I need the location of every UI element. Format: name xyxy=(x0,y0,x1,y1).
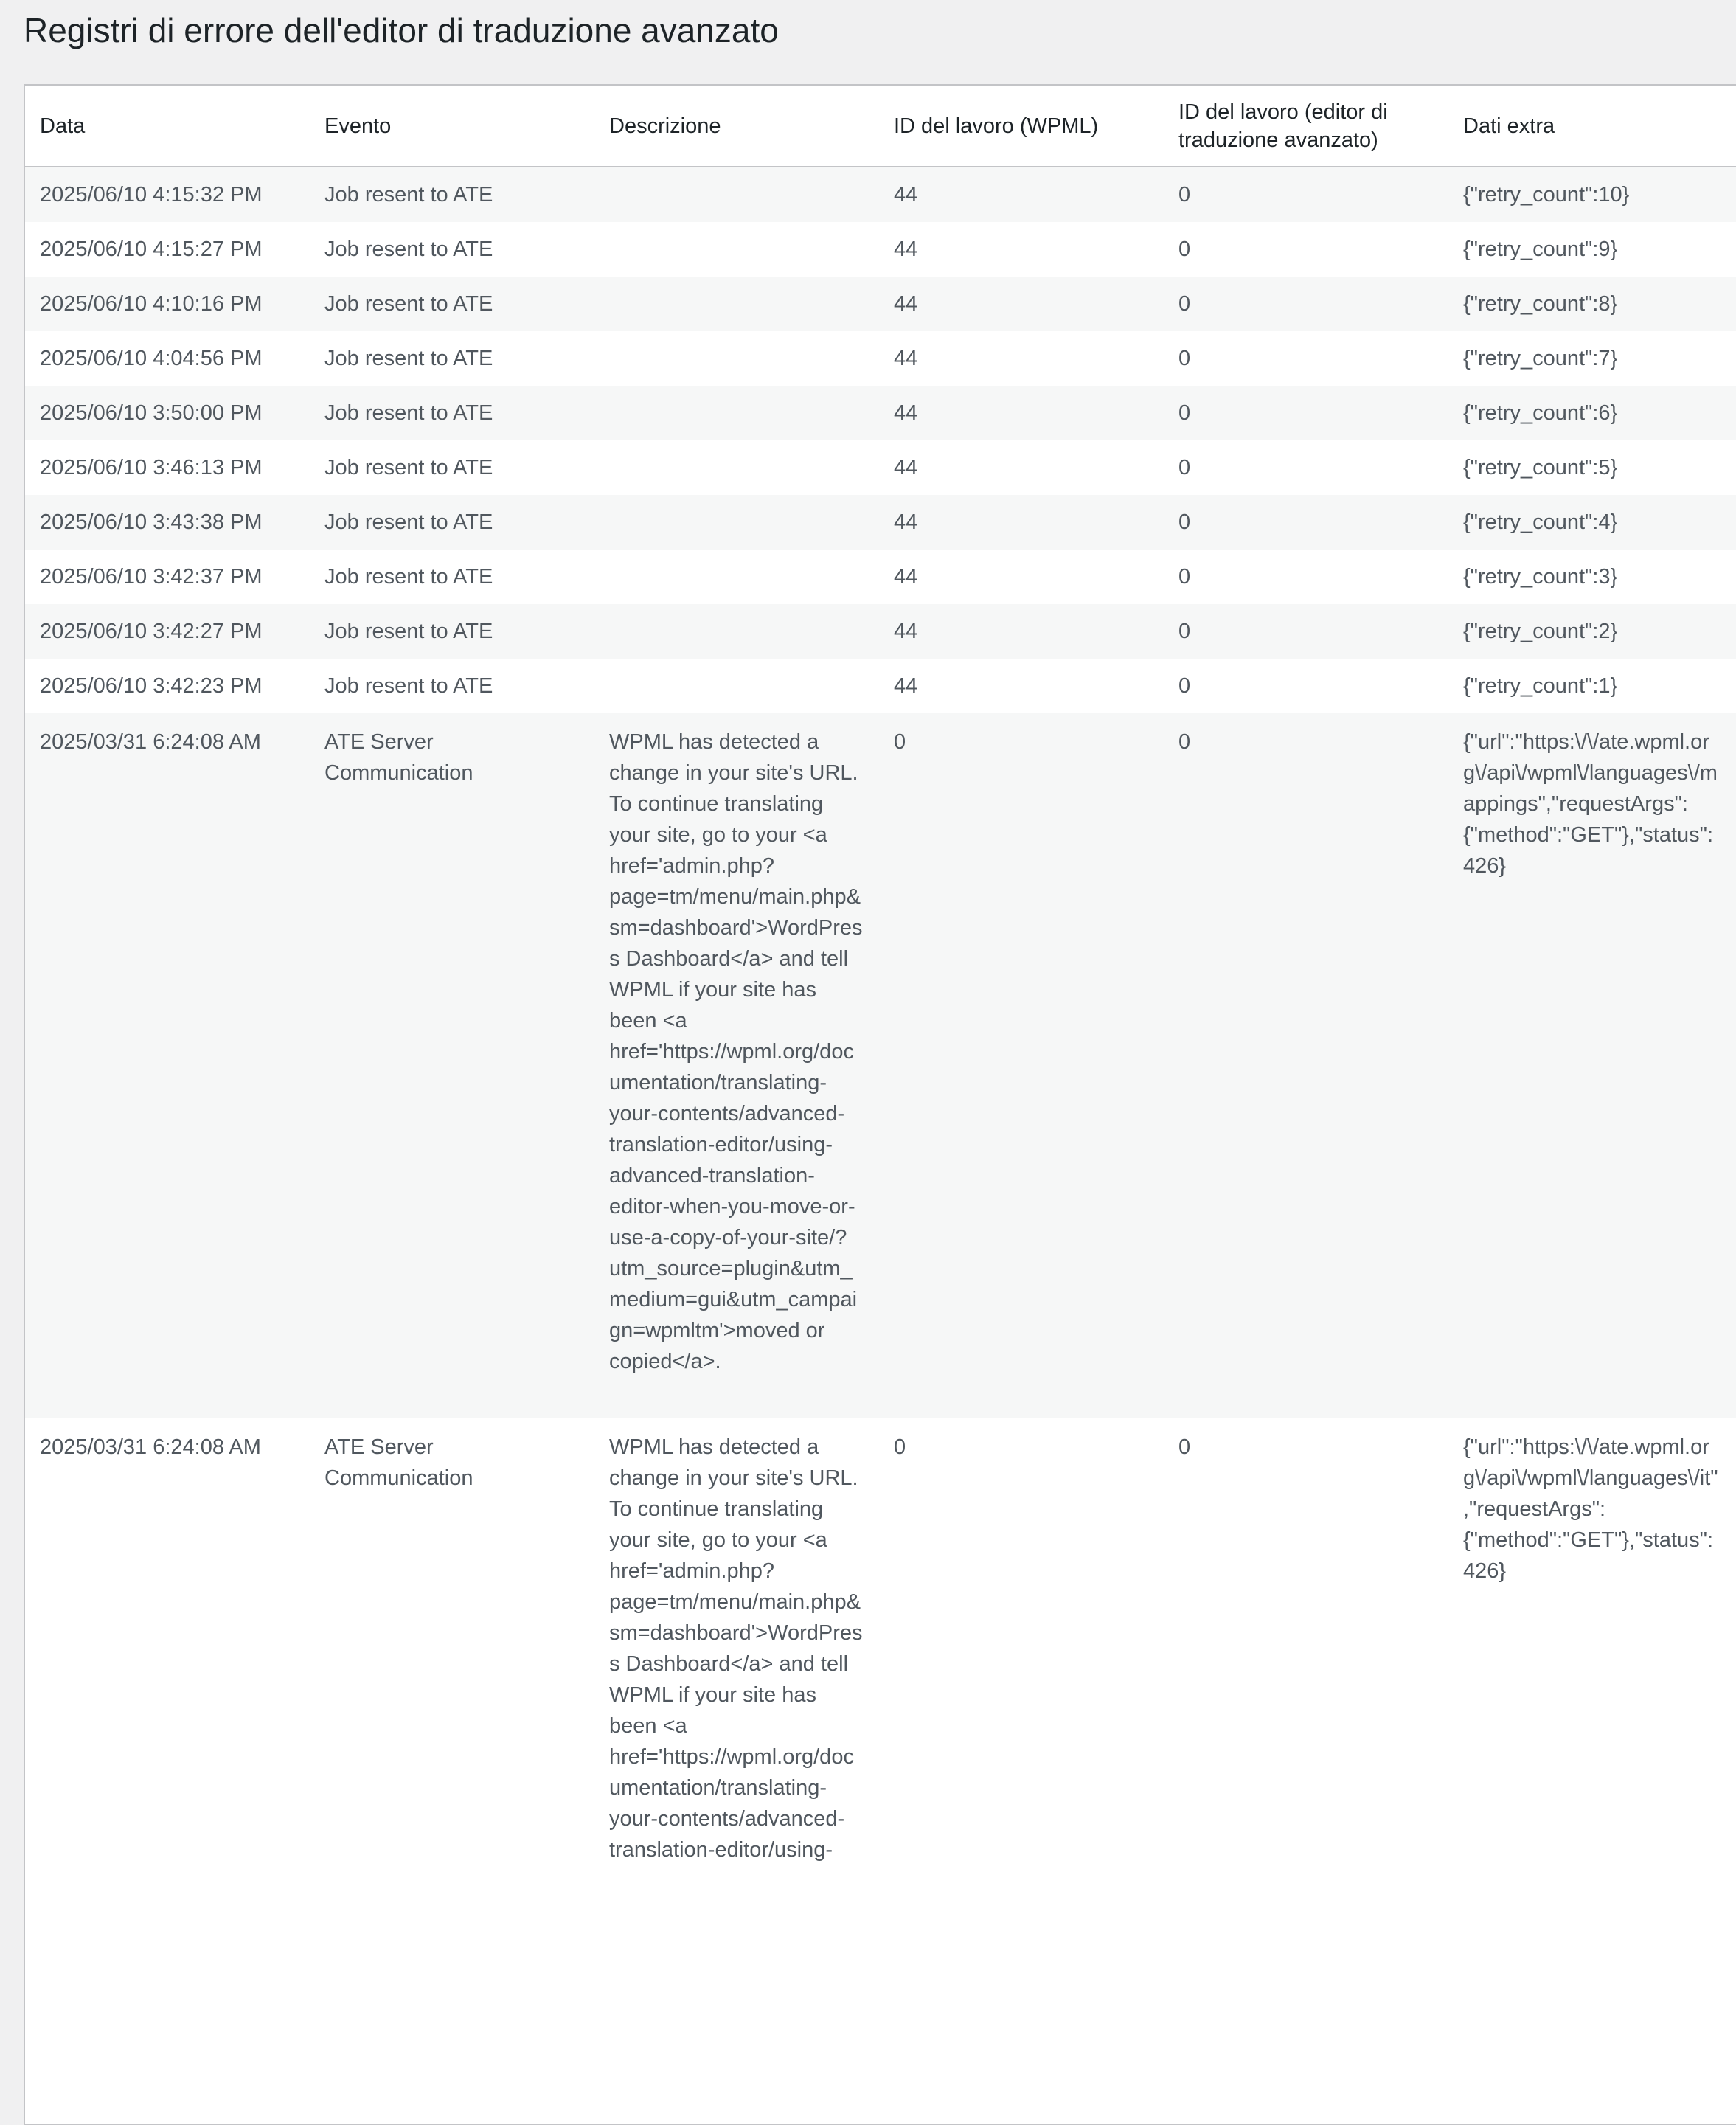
cell-extra-data: {"retry_count":4} xyxy=(1463,510,1618,534)
column-header-event: Evento xyxy=(310,86,594,167)
cell-extra-data: {"retry_count":8} xyxy=(1463,292,1618,316)
table-row xyxy=(25,1418,1736,2124)
cell-wpml-job-id: 44 xyxy=(894,620,918,643)
cell-wpml-job-id: 44 xyxy=(894,674,918,698)
cell-date: 2025/06/10 4:10:16 PM xyxy=(40,292,263,316)
cell-ate-job-id: 0 xyxy=(1178,183,1191,207)
cell-event: ATE Server Communication xyxy=(324,730,473,785)
table-row xyxy=(25,604,1736,659)
cell-wpml-job-id: 44 xyxy=(894,565,918,589)
cell-date: 2025/06/10 4:15:32 PM xyxy=(40,183,263,207)
table-row xyxy=(25,386,1736,440)
cell-wpml-job-id: 44 xyxy=(894,401,918,425)
column-header-wpml-job-id: ID del lavoro (WPML) xyxy=(879,86,1164,167)
cell-date: 2025/06/10 4:04:56 PM xyxy=(40,347,263,370)
cell-date: 2025/06/10 3:50:00 PM xyxy=(40,401,263,425)
cell-wpml-job-id: 44 xyxy=(894,292,918,316)
cell-wpml-job-id: 0 xyxy=(894,1435,906,1459)
table-header-row xyxy=(25,86,1736,167)
error-log-table xyxy=(24,84,1736,2125)
cell-extra-data: {"retry_count":7} xyxy=(1463,347,1618,370)
cell-wpml-job-id: 44 xyxy=(894,510,918,534)
cell-ate-job-id: 0 xyxy=(1178,620,1191,643)
cell-date: 2025/03/31 6:24:08 AM xyxy=(40,730,261,754)
table-row xyxy=(25,495,1736,550)
column-header-description: Descrizione xyxy=(594,86,879,167)
cell-description xyxy=(594,277,879,331)
cell-extra-data: {"retry_count":9} xyxy=(1463,238,1618,261)
cell-description xyxy=(594,386,879,440)
cell-event: ATE Server Communication xyxy=(324,1435,473,1490)
cell-event: Job resent to ATE xyxy=(324,456,493,479)
table-row xyxy=(25,659,1736,713)
cell-description: WPML has detected a change in your site's URL. To continue translating your site, go to your <a href='admin.php?page=tm/menu/main.php&sm=dashboard'>WordPress Dashboard</a> and tell WPML if your site has been <a href='https://wpml.org/documentation/translating-your-contents/advanced-translation-editor/using- xyxy=(609,1435,863,1862)
column-header-extra-data: Dati extra xyxy=(1448,86,1736,167)
cell-ate-job-id: 0 xyxy=(1178,238,1191,261)
cell-wpml-job-id: 44 xyxy=(894,183,918,207)
cell-event: Job resent to ATE xyxy=(324,401,493,425)
cell-date: 2025/06/10 3:42:23 PM xyxy=(40,674,263,698)
cell-extra-data: {"retry_count":1} xyxy=(1463,674,1618,698)
cell-description xyxy=(594,222,879,277)
cell-date: 2025/06/10 3:43:38 PM xyxy=(40,510,263,534)
cell-description xyxy=(594,167,879,222)
cell-extra-data: {"retry_count":3} xyxy=(1463,565,1618,589)
page-title: Registri di errore dell'editor di traduzione avanzato xyxy=(24,11,779,49)
cell-ate-job-id: 0 xyxy=(1178,456,1191,479)
cell-ate-job-id: 0 xyxy=(1178,401,1191,425)
cell-ate-job-id: 0 xyxy=(1178,347,1191,370)
table-row xyxy=(25,331,1736,386)
cell-ate-job-id: 0 xyxy=(1178,1435,1191,1459)
cell-extra-data: {"retry_count":5} xyxy=(1463,456,1618,479)
cell-extra-data: {"retry_count":6} xyxy=(1463,401,1618,425)
cell-date: 2025/06/10 4:15:27 PM xyxy=(40,238,263,261)
cell-date: 2025/06/10 3:42:27 PM xyxy=(40,620,263,643)
table-row xyxy=(25,167,1736,222)
cell-event: Job resent to ATE xyxy=(324,565,493,589)
cell-event: Job resent to ATE xyxy=(324,183,493,207)
cell-wpml-job-id: 0 xyxy=(894,730,906,754)
cell-description xyxy=(594,495,879,550)
cell-extra-data: {"retry_count":10} xyxy=(1463,183,1630,207)
cell-event: Job resent to ATE xyxy=(324,510,493,534)
cell-ate-job-id: 0 xyxy=(1178,674,1191,698)
cell-extra-data: {"url":"https:\/\/ate.wpml.org\/api\/wpml\/languages\/mappings","requestArgs":{"method":"GET"},"status":426} xyxy=(1463,730,1718,878)
cell-event: Job resent to ATE xyxy=(324,674,493,698)
cell-ate-job-id: 0 xyxy=(1178,565,1191,589)
cell-description: WPML has detected a change in your site's URL. To continue translating your site, go to your <a href='admin.php?page=tm/menu/main.php&sm=dashboard'>WordPress Dashboard</a> and tell WPML if your site has been <a href='https://wpml.org/documentation/translating-your-contents/advanced-translation-editor/using-advanced-translation-editor-when-you-move-or-use-a-copy-of-your-site/?utm_source=plugin&utm_medium=gui&utm_campaign=wpmltm'>moved or copied</a>. xyxy=(609,730,863,1373)
cell-extra-data: {"retry_count":2} xyxy=(1463,620,1618,643)
cell-description xyxy=(594,331,879,386)
cell-description xyxy=(594,440,879,495)
cell-ate-job-id: 0 xyxy=(1178,292,1191,316)
cell-event: Job resent to ATE xyxy=(324,292,493,316)
table-row xyxy=(25,550,1736,604)
cell-wpml-job-id: 44 xyxy=(894,456,918,479)
table-body xyxy=(25,167,1736,2124)
table-row xyxy=(25,277,1736,331)
cell-extra-data: {"url":"https:\/\/ate.wpml.org\/api\/wpml\/languages\/it","requestArgs":{"method":"GET"},"status":426} xyxy=(1463,1435,1718,1583)
cell-date: 2025/03/31 6:24:08 AM xyxy=(40,1435,261,1459)
cell-event: Job resent to ATE xyxy=(324,347,493,370)
table-row xyxy=(25,713,1736,1418)
cell-event: Job resent to ATE xyxy=(324,238,493,261)
cell-event: Job resent to ATE xyxy=(324,620,493,643)
cell-ate-job-id: 0 xyxy=(1178,730,1191,754)
cell-date: 2025/06/10 3:42:37 PM xyxy=(40,565,263,589)
table-row xyxy=(25,440,1736,495)
cell-description xyxy=(594,659,879,713)
column-header-ate-job-id: ID del lavoro (editor di traduzione avanzato) xyxy=(1164,86,1448,167)
table-row xyxy=(25,222,1736,277)
column-header-date: Data xyxy=(25,86,310,167)
cell-description xyxy=(594,550,879,604)
cell-wpml-job-id: 44 xyxy=(894,238,918,261)
cell-date: 2025/06/10 3:46:13 PM xyxy=(40,456,263,479)
cell-description xyxy=(594,604,879,659)
cell-ate-job-id: 0 xyxy=(1178,510,1191,534)
cell-wpml-job-id: 44 xyxy=(894,347,918,370)
